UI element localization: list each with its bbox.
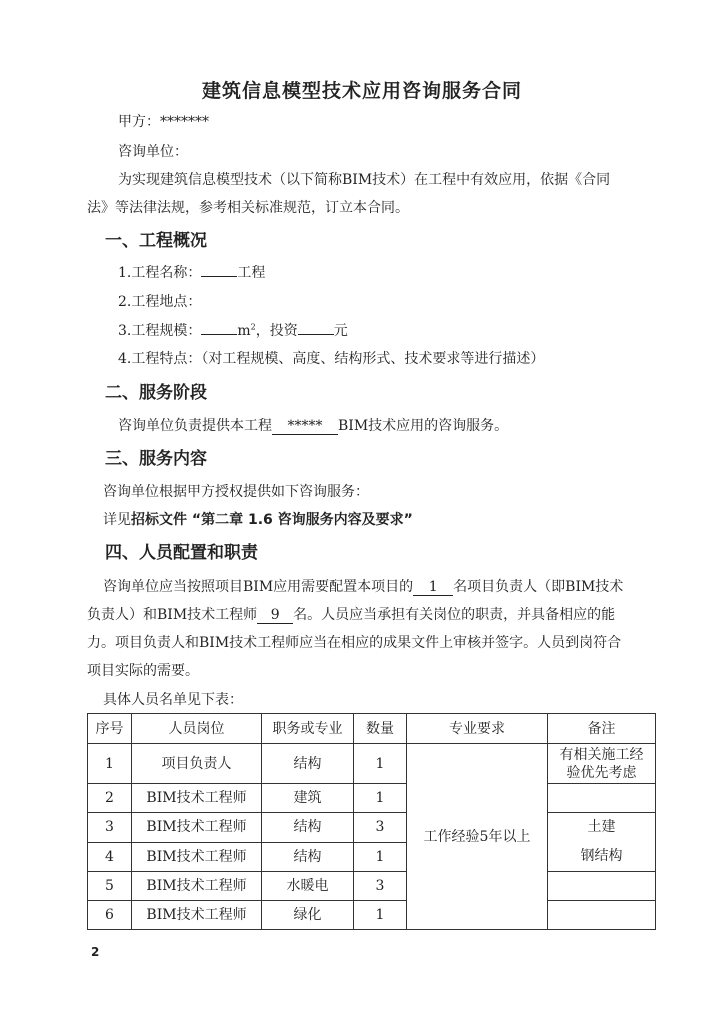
investment-blank [298, 334, 334, 335]
intro-line-2: 法》等法律法规，参考相关标准规范，订立本合同。 [87, 200, 409, 216]
staffing-line-2 [87, 605, 615, 625]
staffing-text-b: 名项目负责人（即BIM技术 [453, 579, 624, 595]
note-cell [548, 901, 656, 930]
project-scale-line [118, 321, 348, 341]
row-role: 项目负责人 [132, 744, 262, 784]
staffing-text-d: 名。人员应当承担有关岗位的职责，并具备相应的能 [293, 607, 616, 623]
row-major: 绿化 [262, 901, 354, 930]
row-number: 4 [88, 842, 132, 872]
header-cell: 专业要求 [407, 714, 548, 744]
row-major: 建筑 [262, 784, 354, 813]
note-cell [548, 872, 656, 901]
note-cell [548, 744, 656, 784]
row-number: 6 [88, 901, 132, 930]
project-scale-blank [201, 334, 237, 335]
staffing-line-1 [103, 577, 623, 597]
section-1-heading: 一、工程概况 [105, 231, 207, 251]
header-cell: 职务或专业 [262, 714, 354, 744]
table-row [88, 744, 656, 784]
row-role: BIM技术工程师 [132, 784, 262, 813]
header-cell: 序号 [88, 714, 132, 744]
row-major: 结构 [262, 813, 354, 843]
project-location-line: 2.工程地点： [118, 294, 202, 310]
note-text: 土建 [587, 819, 616, 835]
project-name-label: 1.工程名称： [118, 265, 202, 281]
project-name-suffix: 工程 [237, 265, 266, 281]
row-number: 3 [88, 813, 132, 843]
row-quantity: 1 [354, 901, 407, 930]
row-number: 2 [88, 784, 132, 813]
intro-line-1: 为实现建筑信息模型技术（以下简称BIM技术）在工程中有效应用，依据《合同 [118, 172, 611, 188]
header-cell: 人员岗位 [132, 714, 262, 744]
header-cell: 数量 [354, 714, 407, 744]
note-text: 有相关施工经 [559, 746, 644, 763]
row-role: BIM技术工程师 [132, 813, 262, 843]
section-4-heading: 四、人员配置和职责 [105, 543, 258, 563]
section-2-heading: 二、服务阶段 [105, 383, 207, 403]
row-role: BIM技术工程师 [132, 872, 262, 901]
investment-label: ，投资 [255, 323, 298, 339]
engineer-count: 9 [257, 607, 293, 624]
service-content-line-1: 咨询单位根据甲方授权提供如下咨询服务： [103, 484, 369, 500]
service-stage-value: ***** [272, 418, 338, 435]
note-cell [548, 784, 656, 813]
row-number: 1 [88, 744, 132, 784]
contract-title: 建筑信息模型技术应用咨询服务合同 [201, 80, 522, 102]
staffing-line-4: 项目实际的需要。 [87, 663, 199, 679]
row-quantity: 3 [354, 872, 407, 901]
service-stage-suffix: BIM技术应用的咨询服务。 [338, 418, 509, 434]
table-row [88, 872, 656, 901]
row-quantity: 1 [354, 744, 407, 784]
service-stage-prefix: 咨询单位负责提供本工程 [118, 418, 272, 434]
row-major: 结构 [262, 744, 354, 784]
project-name-line [118, 263, 265, 283]
table-row [88, 813, 656, 843]
table-intro: 具体人员名单见下表： [103, 692, 243, 708]
staffing-text-c: 负责人）和BIM技术工程师 [87, 607, 258, 623]
table-header-row [88, 714, 656, 744]
scale-unit: m [237, 323, 251, 339]
consultant-line: 咨询单位： [118, 144, 188, 160]
row-role: BIM技术工程师 [132, 842, 262, 872]
row-role: BIM技术工程师 [132, 901, 262, 930]
project-scale-label: 3.工程规模： [118, 323, 202, 339]
leader-count: 1 [413, 579, 453, 596]
project-features-line: 4.工程特点：（对工程规模、高度、结构形式、技术要求等进行描述） [118, 351, 545, 367]
header-cell: 备注 [548, 714, 656, 744]
service-content-prefix: 详见 [103, 512, 131, 528]
page-number: 2 [91, 945, 100, 959]
table-row [88, 784, 656, 813]
table-row [88, 901, 656, 930]
requirement-cell: 工作经验5年以上 [407, 744, 548, 930]
note-text: 钢结构 [580, 848, 623, 864]
service-content-line-2 [103, 510, 413, 530]
staffing-text-a: 咨询单位应当按照项目BIM应用需要配置本项目的 [103, 579, 414, 595]
party-a-line: 甲方：******* [118, 114, 209, 130]
row-quantity: 1 [354, 784, 407, 813]
row-major: 水暖电 [262, 872, 354, 901]
note-cell [548, 813, 656, 872]
tender-document-reference: 招标文件 “第二章 1.6 咨询服务内容及要求” [131, 512, 413, 528]
note-text: 验优先考虑 [566, 764, 637, 781]
service-stage-line [118, 416, 508, 436]
staffing-line-3: 力。项目负责人和BIM技术工程师应当在相应的成果文件上审核并签字。人员到岗符合 [87, 635, 622, 651]
staff-table [87, 713, 656, 930]
section-3-heading: 三、服务内容 [105, 449, 207, 469]
project-name-blank [201, 276, 237, 277]
row-quantity: 1 [354, 842, 407, 872]
row-major: 结构 [262, 842, 354, 872]
row-number: 5 [88, 872, 132, 901]
investment-suffix: 元 [333, 323, 348, 339]
row-quantity: 3 [354, 813, 407, 843]
scale-unit-sup: 2 [250, 322, 256, 332]
